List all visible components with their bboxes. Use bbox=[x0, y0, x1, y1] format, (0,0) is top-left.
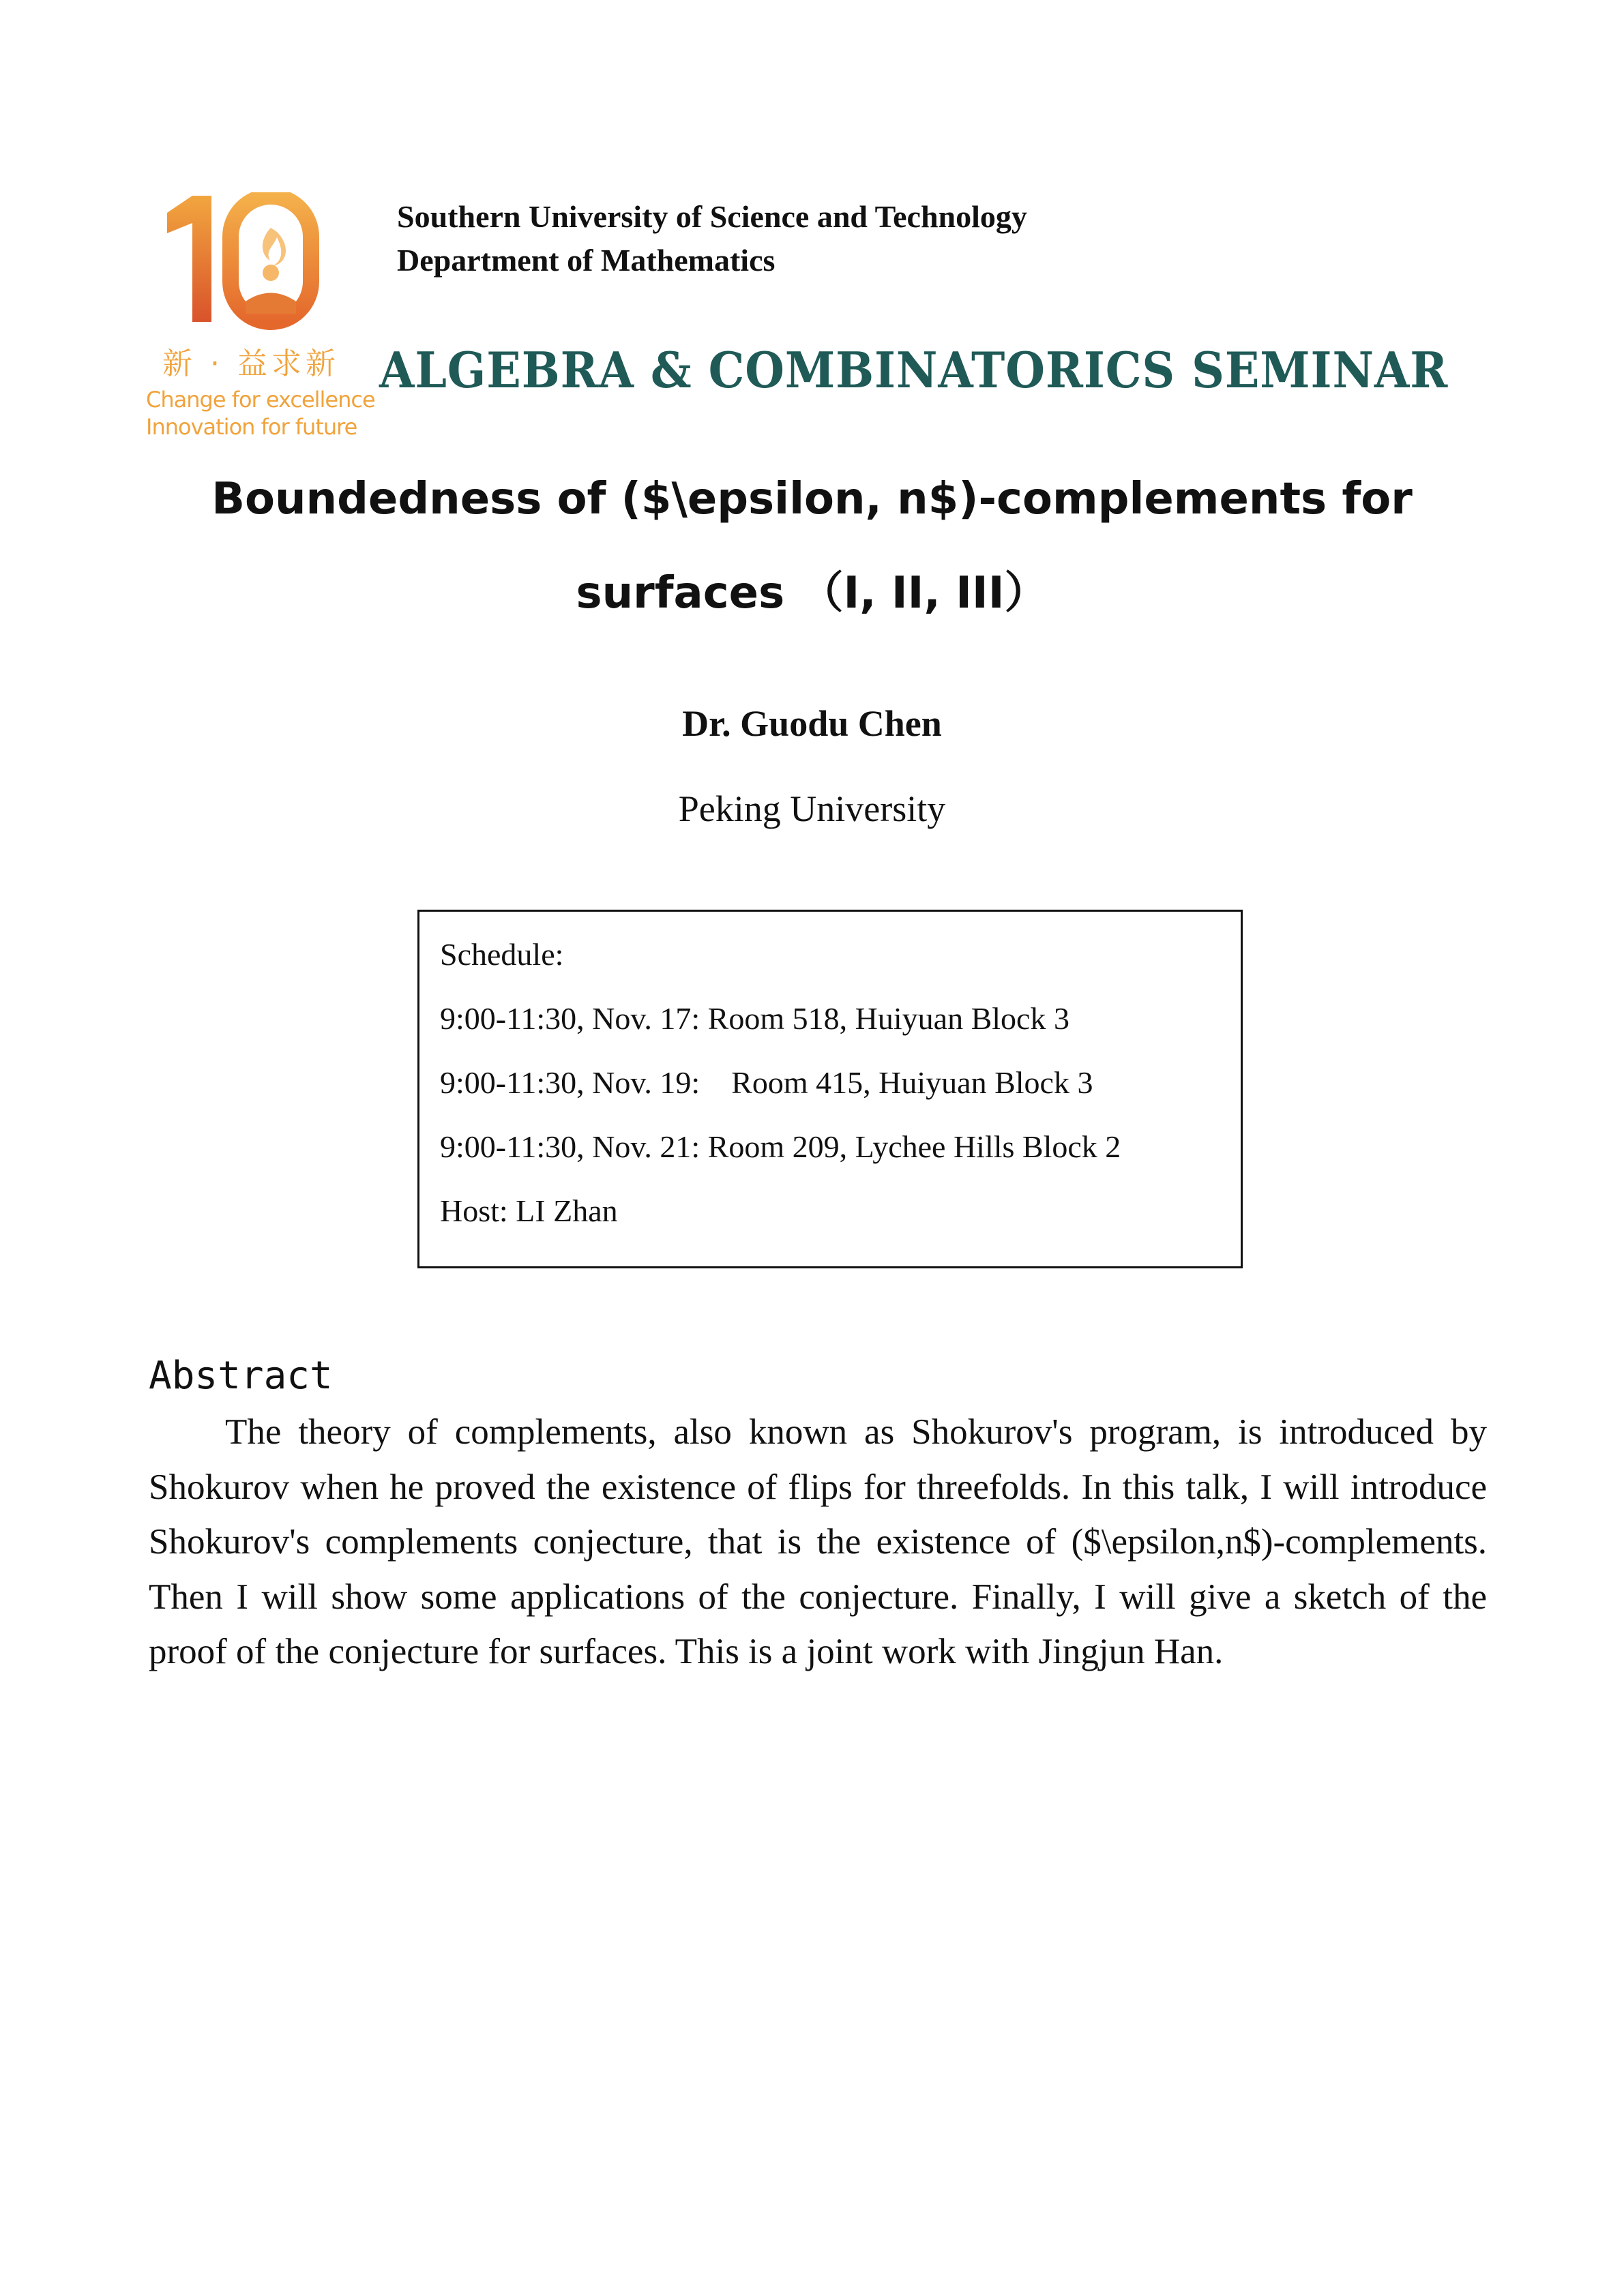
abstract-body: The theory of complements, also known as Shokurov's program, is introduced by Shokurov when he proved the existence of flips for threefolds. In this talk, I will introduce Shokurov's complements conjecture, that is the existence of ($\epsilon,n$)-complements. Then I will show some applications of the conjecture. Finally, I will give a sketch of the proof of the conjecture for surfaces. This is a joint work with Jingjun Han. bbox=[149, 1412, 1487, 1671]
university-name: Southern University of Science and Technology bbox=[397, 199, 1027, 234]
abstract-heading: Abstract bbox=[149, 1354, 333, 1398]
logo-slogan-english-2: Innovation for future bbox=[146, 414, 357, 440]
seminar-name: ALGEBRA & COMBINATORICS SEMINAR bbox=[379, 341, 1449, 399]
schedule-heading: Schedule: bbox=[440, 937, 564, 972]
speaker-name: Dr. Guodu Chen bbox=[682, 703, 942, 744]
anniversary-logo bbox=[143, 192, 375, 451]
department-name: Department of Mathematics bbox=[397, 243, 776, 278]
schedule-session: 9:00-11:30, Nov. 21: Room 209, Lychee Hills Block 2 bbox=[440, 1129, 1121, 1164]
talk-title-line-1: Boundedness of ($\epsilon, n$)-complements for bbox=[211, 474, 1413, 524]
ten-logo-icon bbox=[143, 192, 361, 339]
logo-slogan-chinese: 新 · 益求新 bbox=[162, 346, 340, 381]
schedule-session: 9:00-11:30, Nov. 19: Room 415, Huiyuan Block 3 bbox=[440, 1065, 1093, 1100]
speaker-affiliation: Peking University bbox=[678, 788, 946, 829]
schedule-host: Host: LI Zhan bbox=[440, 1193, 618, 1228]
schedule-box bbox=[417, 910, 1243, 1268]
schedule-session: 9:00-11:30, Nov. 17: Room 518, Huiyuan Block 3 bbox=[440, 1001, 1069, 1036]
logo-slogan-english-1: Change for excellence bbox=[146, 387, 375, 413]
talk-title-line-2: surfaces （I, II, III） bbox=[576, 568, 1048, 618]
institution-block bbox=[397, 195, 1027, 282]
